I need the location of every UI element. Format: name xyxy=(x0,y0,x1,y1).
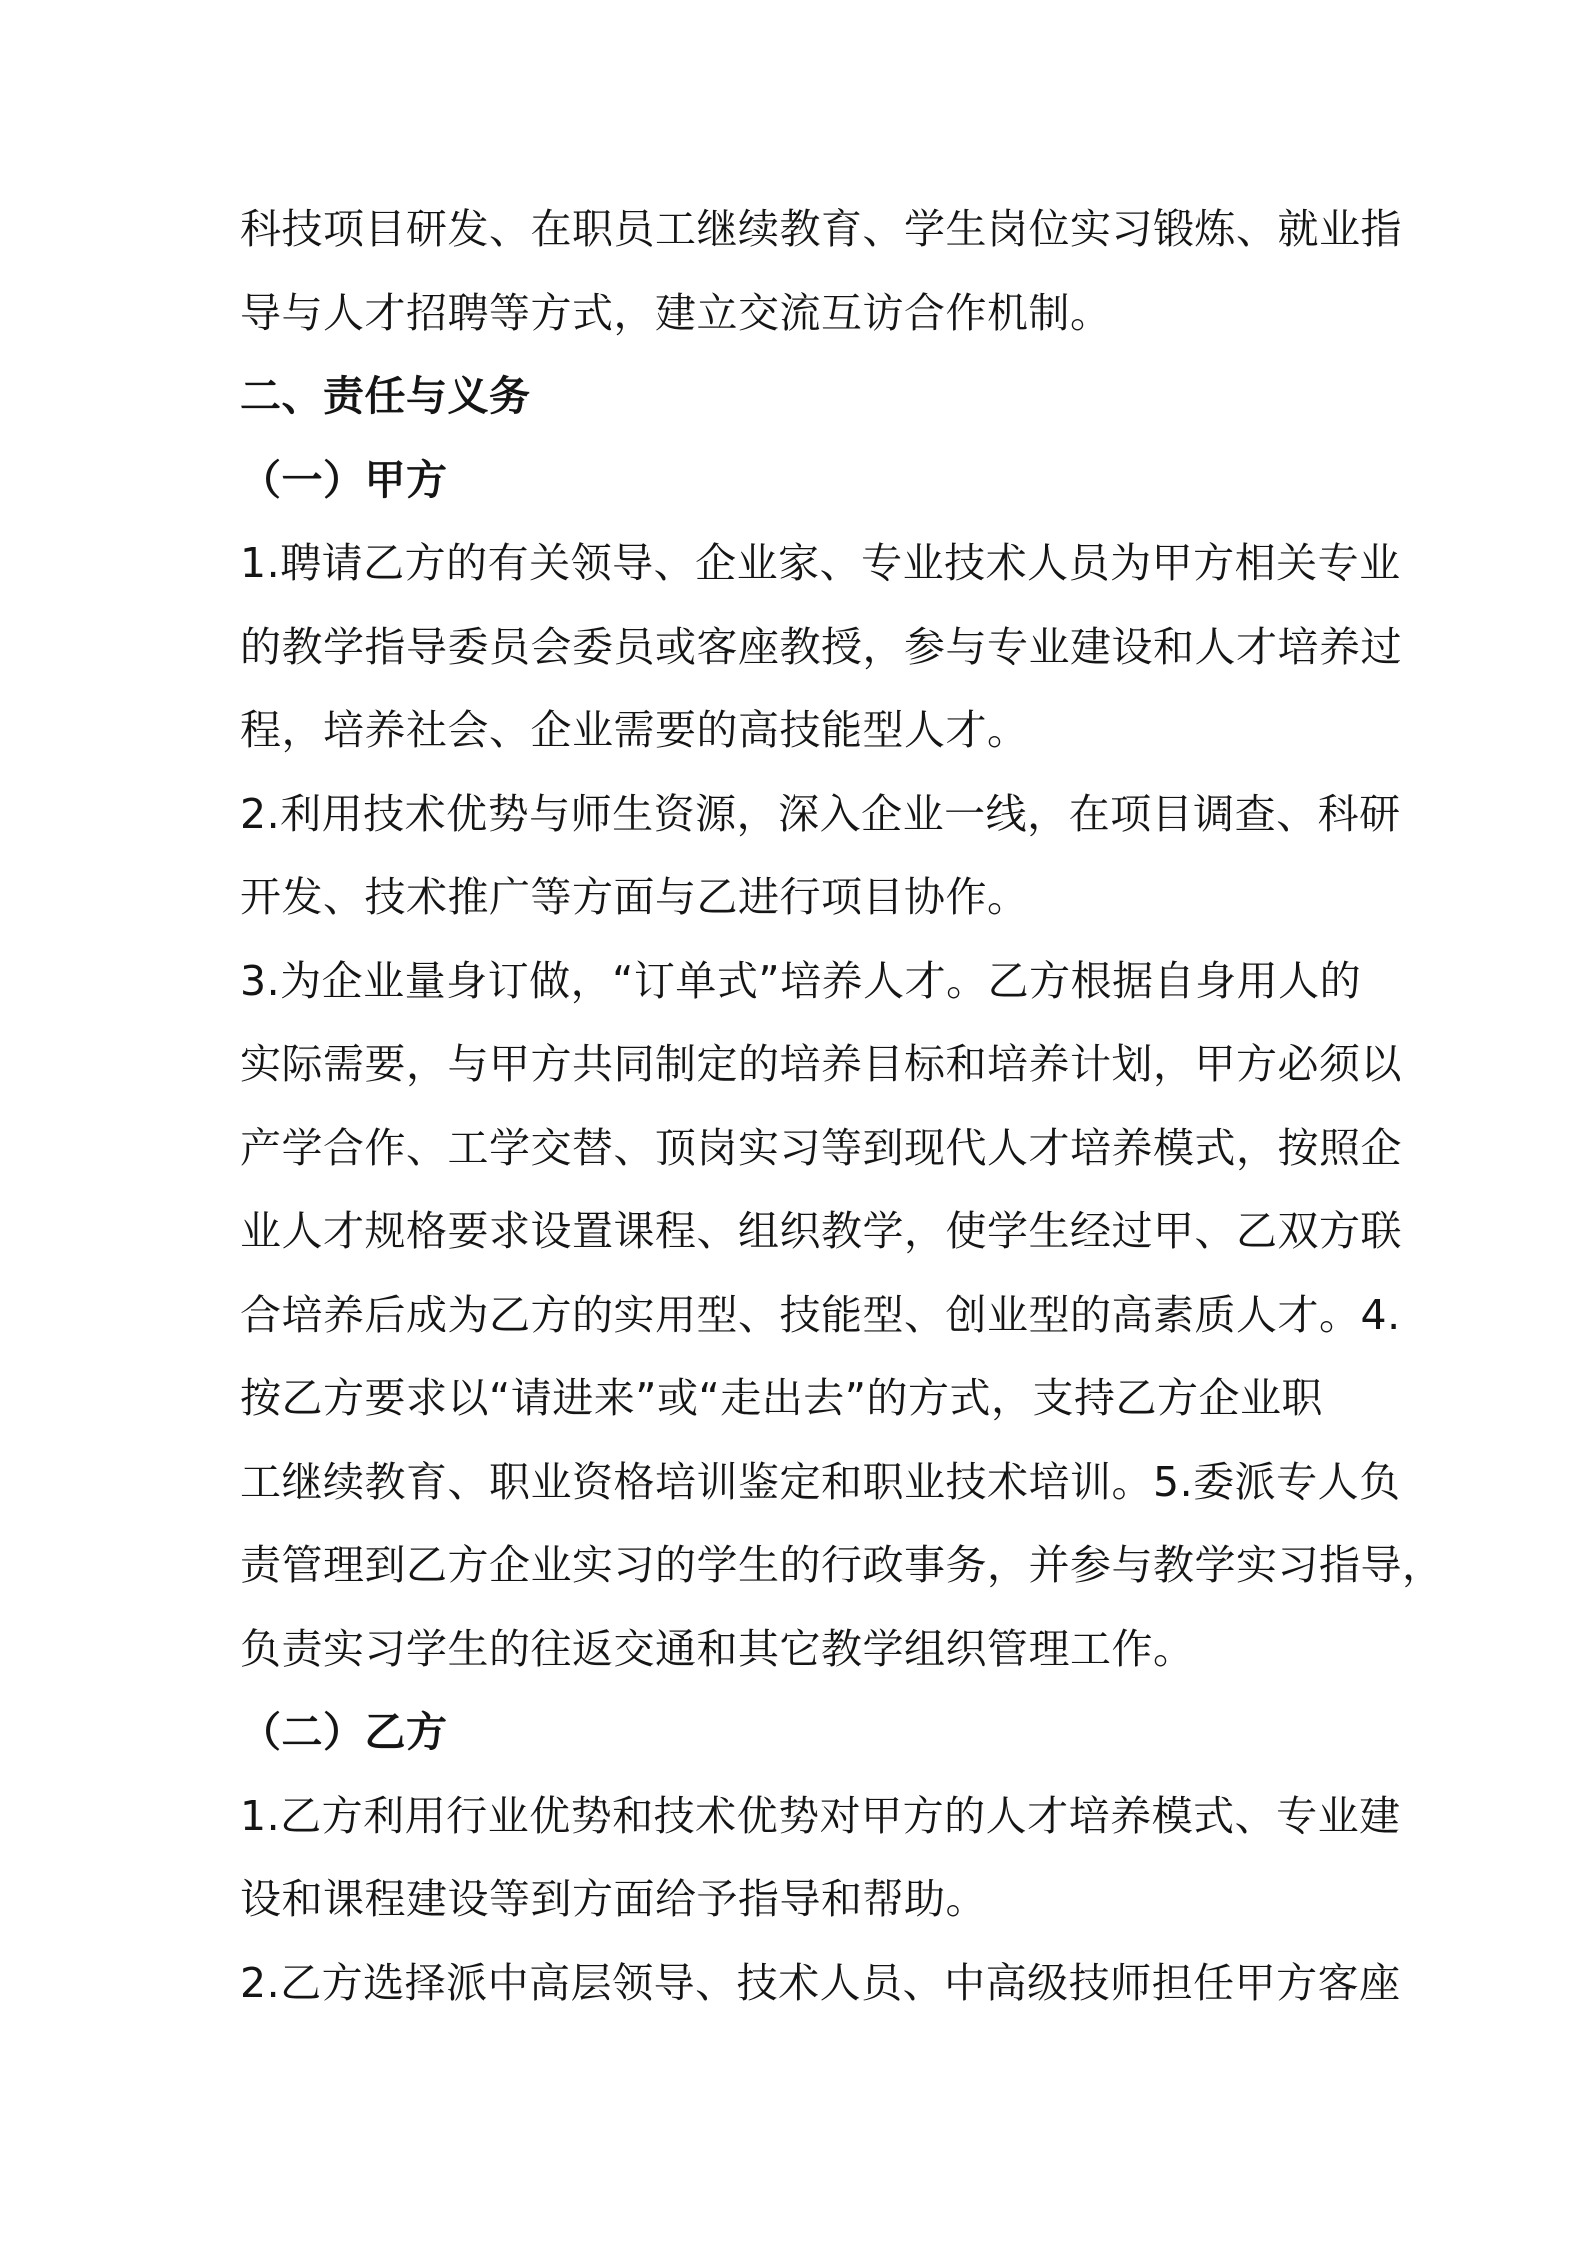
subsection-heading-party-a: （一）甲方 xyxy=(240,455,448,504)
text-line-16: 工继续教育、职业资格培训鉴定和职业技术培训。5.委派专人负 xyxy=(240,1457,1401,1506)
text-line-6: 的教学指导委员会委员或客座教授，参与专业建设和人才培养过 xyxy=(240,622,1402,671)
text-line-20: 1.乙方利用行业优势和技术优势对甲方的人才培养模式、专业建 xyxy=(240,1791,1401,1840)
text-line-7: 程，培养社会、企业需要的高技能型人才。 xyxy=(240,706,1029,754)
text-line-9: 开发、技术推广等方面与乙进行项目协作。 xyxy=(240,873,1029,921)
text-line-21: 设和课程建设等到方面给予指导和帮助。 xyxy=(240,1875,987,1923)
document-body xyxy=(240,188,1444,2025)
text-line-22: 2.乙方选择派中高层领导、技术人员、中高级技师担任甲方客座 xyxy=(240,1958,1401,2007)
text-line-11: 实际需要，与甲方共同制定的培养目标和培养计划，甲方必须以 xyxy=(240,1040,1402,1088)
text-line-12: 产学合作、工学交替、顶岗实习等到现代人才培养模式，按照企 xyxy=(240,1123,1402,1172)
text-line-8: 2.利用技术优势与师生资源，深入企业一线，在项目调查、科研 xyxy=(240,789,1401,838)
section-heading: 二、责任与义务 xyxy=(240,372,531,420)
text-line-17: 责管理到乙方企业实习的学生的行政事务，并参与教学实习指导， xyxy=(240,1541,1444,1589)
text-line-18: 负责实习学生的往返交通和其它教学组织管理工作。 xyxy=(240,1624,1195,1673)
text-line-13: 业人才规格要求设置课程、组织教学，使学生经过甲、乙双方联 xyxy=(240,1207,1402,1255)
text-line-10: 3.为企业量身订做，“订单式”培养人才。乙方根据自身用人的 xyxy=(240,956,1362,1005)
subsection-heading-party-b: （二）乙方 xyxy=(240,1708,448,1756)
text-line-15: 按乙方要求以“请进来”或“走出去”的方式，支持乙方企业职 xyxy=(240,1374,1323,1422)
text-line-2: 导与人才招聘等方式，建立交流互访合作机制。 xyxy=(240,288,1112,337)
text-line-5: 1.聘请乙方的有关领导、企业家、专业技术人员为甲方相关专业 xyxy=(240,539,1401,587)
text-line-1: 科技项目研发、在职员工继续教育、学生岗位实习锻炼、就业指 xyxy=(240,205,1402,253)
text-line-14: 合培养后成为乙方的实用型、技能型、创业型的高素质人才。4. xyxy=(240,1290,1401,1339)
